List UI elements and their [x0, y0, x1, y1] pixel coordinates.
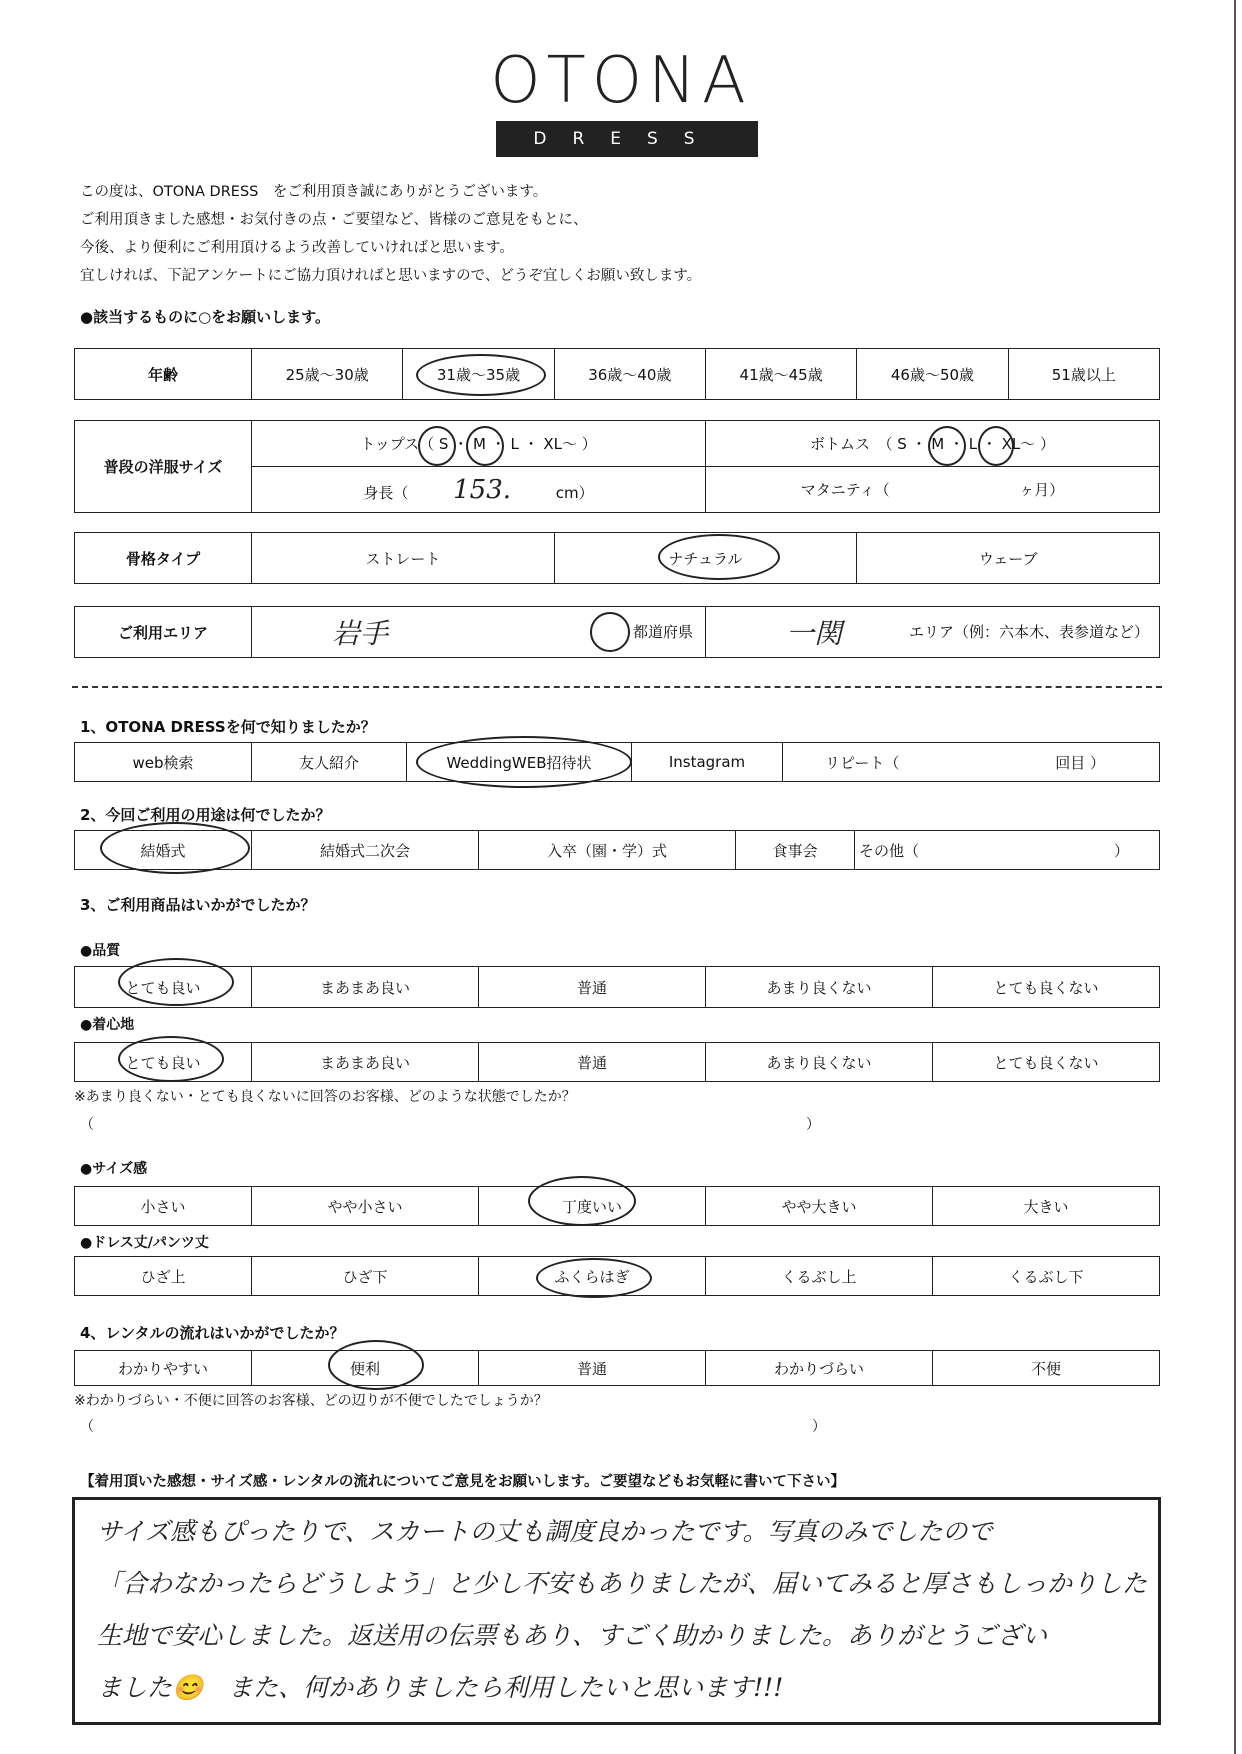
- prefecture-suffix: 都道府県: [632, 623, 693, 641]
- area-hint: エリア（例：六本木、表参道など）: [908, 623, 1149, 641]
- selection-circle: [590, 612, 630, 652]
- fit-label: ●サイズ感: [80, 1161, 148, 1177]
- q1-option[interactable]: 友人紹介: [252, 743, 407, 782]
- selection-circle: [418, 426, 456, 466]
- q3-note: ※あまり良くない・とても良くないに回答のお客様、どのような状態でしたか？: [74, 1089, 576, 1105]
- q1-repeat-unit: 回目 ）: [1055, 753, 1105, 772]
- size-label: 普段の洋服サイズ: [75, 421, 252, 513]
- comfort-option[interactable]: とても良い: [75, 1043, 252, 1082]
- selection-circle: [118, 958, 234, 1006]
- comfort-table: [74, 1042, 1160, 1082]
- q3-paren-close: ）: [806, 1117, 820, 1133]
- comfort-label: ●着心地: [80, 1017, 135, 1033]
- q4-option[interactable]: わかりづらい: [706, 1351, 933, 1386]
- maternity-field[interactable]: [706, 467, 1160, 513]
- q1-repeat-field[interactable]: [783, 743, 1160, 782]
- fit-option[interactable]: やや大きい: [706, 1187, 933, 1226]
- fit-option[interactable]: やや小さい: [252, 1187, 479, 1226]
- q4-option[interactable]: 普通: [479, 1351, 706, 1386]
- q2-title: 2、今回ご利用の用途は何でしたか？: [80, 806, 331, 824]
- selection-circle: [416, 354, 546, 396]
- selection-circle: [416, 736, 632, 788]
- height-value: 153.: [453, 474, 512, 505]
- length-option[interactable]: くるぶし上: [706, 1257, 933, 1296]
- selection-circle: [466, 426, 504, 466]
- body-type-option[interactable]: ストレート: [252, 533, 555, 584]
- quality-table: [74, 966, 1160, 1008]
- q2-option[interactable]: 結婚式二次会: [252, 831, 479, 870]
- age-label: 年齢: [75, 349, 252, 400]
- quality-option[interactable]: あまり良くない: [706, 967, 933, 1008]
- length-label: ●ドレス丈/パンツ丈: [80, 1235, 209, 1251]
- height-field[interactable]: [252, 467, 706, 513]
- q4-table: [74, 1350, 1160, 1386]
- q2-other-close: ）: [1113, 841, 1129, 860]
- age-table: [74, 348, 1160, 400]
- height-unit: cm）: [555, 483, 594, 502]
- comment-line: 「合わなかったらどうしよう」と少し不安もありましたが、届いてみると厚さもしっかりした: [97, 1569, 1148, 1598]
- q4-paren-close: ）: [812, 1419, 826, 1435]
- q4-option[interactable]: 不便: [933, 1351, 1160, 1386]
- q4-option[interactable]: 便利: [252, 1351, 479, 1386]
- fit-option[interactable]: 小さい: [75, 1187, 252, 1226]
- selection-circle: [928, 426, 966, 466]
- length-option[interactable]: くるぶし下: [933, 1257, 1160, 1296]
- prefecture-field[interactable]: [252, 607, 706, 658]
- area-label: ご利用エリア: [75, 607, 252, 658]
- brand-logo-subtitle: DRESS: [496, 121, 758, 157]
- q4-title: 4、レンタルの流れはいかがでしたか？: [80, 1324, 345, 1342]
- length-option[interactable]: ふくらはぎ: [479, 1257, 706, 1296]
- comfort-option[interactable]: まあまあ良い: [252, 1043, 479, 1082]
- q1-option[interactable]: web検索: [75, 743, 252, 782]
- intro-line: 宜しければ、下記アンケートにご協力頂ければと思いますので、どうぞ宜しくお願い致します。: [80, 268, 702, 284]
- age-option[interactable]: 31歳～35歳: [403, 349, 554, 400]
- brand-logo-title: OTONA: [490, 44, 752, 118]
- area-value: 一関: [786, 617, 843, 650]
- q4-note: ※わかりづらい・不便に回答のお客様、どの辺りが不便でしたでしょうか？: [74, 1393, 548, 1409]
- selection-circle: [536, 1258, 652, 1298]
- length-option[interactable]: ひざ上: [75, 1257, 252, 1296]
- intro-line: この度は、OTONA DRESS をご利用頂き誠にありがとうございます。: [80, 184, 548, 200]
- selection-circle: [118, 1036, 224, 1082]
- body-type-table: [74, 532, 1160, 584]
- body-type-option[interactable]: ナチュラル: [554, 533, 857, 584]
- quality-option[interactable]: とても良い: [75, 967, 252, 1008]
- age-option[interactable]: 36歳～40歳: [554, 349, 705, 400]
- comment-line: サイズ感もぴったりで、スカートの丈も調度良かったです。写真のみでしたので: [97, 1517, 993, 1546]
- intro-text: [80, 178, 701, 290]
- maternity-unit: ヶ月）: [1019, 481, 1065, 499]
- q2-other-field[interactable]: [855, 831, 1160, 870]
- age-option[interactable]: 51歳以上: [1008, 349, 1159, 400]
- age-option[interactable]: 41歳～45歳: [705, 349, 856, 400]
- selection-circle: [978, 426, 1014, 466]
- section-divider: [72, 686, 1162, 688]
- selection-circle: [528, 1176, 636, 1226]
- q1-title: 1、OTONA DRESSを何で知りましたか？: [80, 718, 376, 736]
- selection-circle: [658, 534, 780, 580]
- comfort-option[interactable]: 普通: [479, 1043, 706, 1082]
- comment-header: 【着用頂いた感想・サイズ感・レンタルの流れについてご意見をお願いします。ご要望などもお気軽に書いて下さい】: [80, 1474, 845, 1490]
- comfort-option[interactable]: あまり良くない: [706, 1043, 933, 1082]
- body-type-label: 骨格タイプ: [75, 533, 252, 584]
- q2-option[interactable]: 結婚式: [75, 831, 252, 870]
- fit-option[interactable]: 大きい: [933, 1187, 1160, 1226]
- q2-other-label: その他（: [859, 841, 920, 860]
- page-edge-line: [1234, 0, 1236, 1754]
- length-option[interactable]: ひざ下: [252, 1257, 479, 1296]
- comment-box[interactable]: [72, 1497, 1161, 1725]
- comfort-option[interactable]: とても良くない: [933, 1043, 1160, 1082]
- comment-line: 生地で安心しました。返送用の伝票もあり、すごく助かりました。ありがとうござい: [97, 1621, 1048, 1650]
- q1-option[interactable]: WeddingWEB招待状: [407, 743, 632, 782]
- q4-paren-open: （: [80, 1419, 94, 1435]
- quality-option[interactable]: とても良くない: [933, 967, 1160, 1008]
- body-type-option[interactable]: ウェーブ: [857, 533, 1160, 584]
- q2-option[interactable]: 食事会: [736, 831, 855, 870]
- comment-line: ました😊 また、何かありましたら利用したいと思います!!!: [97, 1673, 784, 1702]
- area-field[interactable]: [706, 607, 1160, 658]
- tops-size[interactable]: トップス（ S ・ M ・ L ・ XL～ ）: [252, 421, 706, 467]
- q3-title: 3、ご利用商品はいかがでしたか？: [80, 896, 316, 914]
- bottoms-size[interactable]: ボトムス （ S ・ M ・ L ・ XL～ ）: [706, 421, 1160, 467]
- intro-line: 今後、より便利にご利用頂けるよう改善していければと思います。: [80, 240, 514, 256]
- intro-line: ご利用頂きました感想・お気付きの点・ご要望など、皆様のご意見をもとに、: [80, 212, 588, 228]
- q2-option[interactable]: 入卒（園・学）式: [479, 831, 736, 870]
- maternity-label: マタニティ（: [800, 481, 890, 499]
- age-option[interactable]: 25歳～30歳: [252, 349, 403, 400]
- selection-circle: [328, 1340, 424, 1390]
- q1-repeat-label: リピート（: [825, 753, 900, 772]
- q4-option[interactable]: わかりやすい: [75, 1351, 252, 1386]
- quality-label: ●品質: [80, 943, 121, 959]
- fit-option[interactable]: 丁度いい: [479, 1187, 706, 1226]
- q3-paren-open: （: [80, 1117, 94, 1133]
- quality-option[interactable]: まあまあ良い: [252, 967, 479, 1008]
- quality-option[interactable]: 普通: [479, 967, 706, 1008]
- age-option[interactable]: 46歳～50歳: [857, 349, 1008, 400]
- q1-option[interactable]: Instagram: [632, 743, 783, 782]
- selection-circle: [100, 822, 250, 874]
- prefecture-value: 岩手: [332, 617, 389, 650]
- height-label: 身長（: [363, 483, 409, 502]
- instruction: ●該当するものに○をお願いします。: [80, 308, 330, 326]
